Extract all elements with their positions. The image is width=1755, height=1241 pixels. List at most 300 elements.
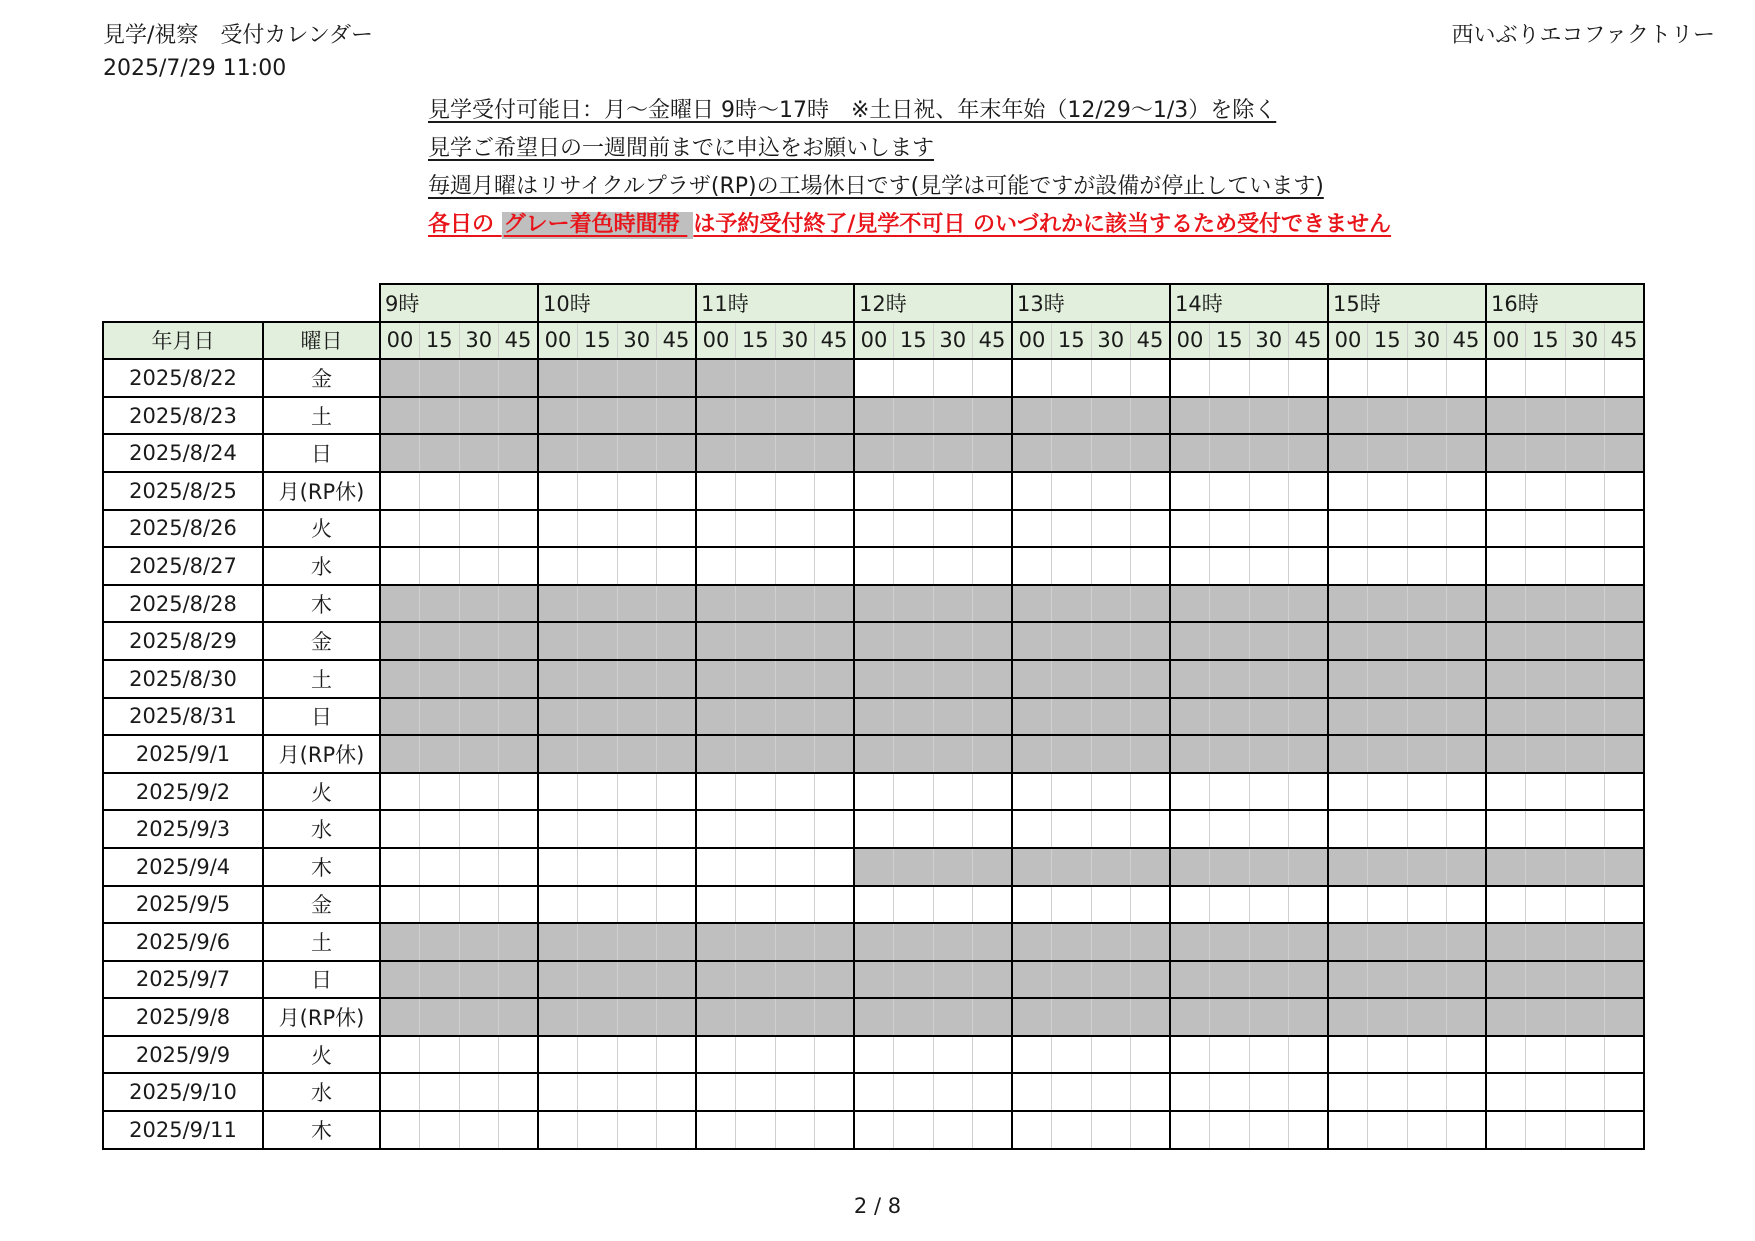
time-slot-available[interactable] bbox=[1052, 472, 1092, 510]
time-slot-unavailable[interactable] bbox=[854, 622, 894, 660]
time-slot-unavailable[interactable] bbox=[499, 434, 539, 472]
time-slot-unavailable[interactable] bbox=[854, 434, 894, 472]
time-slot-available[interactable] bbox=[973, 472, 1013, 510]
time-slot-available[interactable] bbox=[1328, 886, 1368, 924]
time-slot-unavailable[interactable] bbox=[499, 923, 539, 961]
time-slot-available[interactable] bbox=[1368, 1111, 1408, 1149]
time-slot-unavailable[interactable] bbox=[815, 660, 855, 698]
time-slot-available[interactable] bbox=[1249, 773, 1289, 811]
time-slot-unavailable[interactable] bbox=[1210, 434, 1250, 472]
time-slot-unavailable[interactable] bbox=[1091, 923, 1131, 961]
time-slot-available[interactable] bbox=[1328, 1036, 1368, 1074]
time-slot-unavailable[interactable] bbox=[1368, 660, 1408, 698]
time-slot-unavailable[interactable] bbox=[1091, 735, 1131, 773]
time-slot-unavailable[interactable] bbox=[499, 585, 539, 623]
time-slot-unavailable[interactable] bbox=[894, 585, 934, 623]
time-slot-unavailable[interactable] bbox=[1289, 585, 1329, 623]
time-slot-unavailable[interactable] bbox=[1526, 585, 1566, 623]
time-slot-unavailable[interactable] bbox=[1486, 698, 1526, 736]
time-slot-available[interactable] bbox=[1328, 472, 1368, 510]
time-slot-available[interactable] bbox=[578, 547, 618, 585]
time-slot-unavailable[interactable] bbox=[459, 998, 499, 1036]
time-slot-available[interactable] bbox=[420, 773, 460, 811]
time-slot-unavailable[interactable] bbox=[657, 735, 697, 773]
time-slot-unavailable[interactable] bbox=[1526, 622, 1566, 660]
time-slot-available[interactable] bbox=[933, 359, 973, 397]
time-slot-available[interactable] bbox=[1605, 359, 1645, 397]
time-slot-unavailable[interactable] bbox=[1289, 923, 1329, 961]
time-slot-unavailable[interactable] bbox=[815, 735, 855, 773]
time-slot-available[interactable] bbox=[538, 1073, 578, 1111]
time-slot-unavailable[interactable] bbox=[1249, 585, 1289, 623]
time-slot-available[interactable] bbox=[1052, 1073, 1092, 1111]
time-slot-available[interactable] bbox=[1605, 472, 1645, 510]
time-slot-available[interactable] bbox=[1565, 1111, 1605, 1149]
time-slot-available[interactable] bbox=[1249, 547, 1289, 585]
time-slot-available[interactable] bbox=[815, 1111, 855, 1149]
time-slot-available[interactable] bbox=[1526, 472, 1566, 510]
time-slot-available[interactable] bbox=[1012, 1036, 1052, 1074]
time-slot-unavailable[interactable] bbox=[894, 961, 934, 999]
time-slot-unavailable[interactable] bbox=[1368, 735, 1408, 773]
time-slot-available[interactable] bbox=[696, 810, 736, 848]
time-slot-available[interactable] bbox=[1131, 1036, 1171, 1074]
time-slot-available[interactable] bbox=[538, 810, 578, 848]
time-slot-unavailable[interactable] bbox=[578, 998, 618, 1036]
time-slot-unavailable[interactable] bbox=[459, 585, 499, 623]
time-slot-unavailable[interactable] bbox=[1131, 923, 1171, 961]
time-slot-unavailable[interactable] bbox=[1328, 434, 1368, 472]
time-slot-available[interactable] bbox=[1249, 1073, 1289, 1111]
time-slot-unavailable[interactable] bbox=[657, 961, 697, 999]
time-slot-available[interactable] bbox=[1447, 472, 1487, 510]
time-slot-unavailable[interactable] bbox=[420, 434, 460, 472]
time-slot-available[interactable] bbox=[657, 886, 697, 924]
time-slot-unavailable[interactable] bbox=[1447, 923, 1487, 961]
time-slot-unavailable[interactable] bbox=[775, 359, 815, 397]
time-slot-unavailable[interactable] bbox=[1170, 961, 1210, 999]
time-slot-unavailable[interactable] bbox=[1368, 397, 1408, 435]
time-slot-unavailable[interactable] bbox=[538, 585, 578, 623]
time-slot-unavailable[interactable] bbox=[1012, 735, 1052, 773]
time-slot-available[interactable] bbox=[499, 1073, 539, 1111]
time-slot-available[interactable] bbox=[657, 773, 697, 811]
time-slot-unavailable[interactable] bbox=[894, 735, 934, 773]
time-slot-unavailable[interactable] bbox=[1210, 622, 1250, 660]
time-slot-available[interactable] bbox=[1012, 773, 1052, 811]
time-slot-available[interactable] bbox=[1407, 1036, 1447, 1074]
time-slot-unavailable[interactable] bbox=[1052, 397, 1092, 435]
time-slot-available[interactable] bbox=[578, 886, 618, 924]
time-slot-available[interactable] bbox=[933, 472, 973, 510]
time-slot-unavailable[interactable] bbox=[1249, 397, 1289, 435]
time-slot-available[interactable] bbox=[894, 773, 934, 811]
time-slot-unavailable[interactable] bbox=[380, 359, 420, 397]
time-slot-unavailable[interactable] bbox=[1328, 585, 1368, 623]
time-slot-available[interactable] bbox=[1289, 1036, 1329, 1074]
time-slot-unavailable[interactable] bbox=[1131, 660, 1171, 698]
time-slot-available[interactable] bbox=[1091, 472, 1131, 510]
time-slot-available[interactable] bbox=[815, 1073, 855, 1111]
time-slot-available[interactable] bbox=[1565, 510, 1605, 548]
time-slot-available[interactable] bbox=[459, 547, 499, 585]
time-slot-unavailable[interactable] bbox=[1052, 698, 1092, 736]
time-slot-available[interactable] bbox=[420, 510, 460, 548]
time-slot-available[interactable] bbox=[1052, 810, 1092, 848]
time-slot-available[interactable] bbox=[1407, 359, 1447, 397]
time-slot-unavailable[interactable] bbox=[1289, 660, 1329, 698]
time-slot-available[interactable] bbox=[1091, 1111, 1131, 1149]
time-slot-available[interactable] bbox=[499, 510, 539, 548]
time-slot-unavailable[interactable] bbox=[617, 698, 657, 736]
time-slot-available[interactable] bbox=[1170, 359, 1210, 397]
time-slot-unavailable[interactable] bbox=[854, 848, 894, 886]
time-slot-available[interactable] bbox=[420, 1111, 460, 1149]
time-slot-unavailable[interactable] bbox=[1407, 923, 1447, 961]
time-slot-available[interactable] bbox=[815, 848, 855, 886]
time-slot-unavailable[interactable] bbox=[1131, 434, 1171, 472]
time-slot-available[interactable] bbox=[894, 1073, 934, 1111]
time-slot-unavailable[interactable] bbox=[1052, 998, 1092, 1036]
time-slot-unavailable[interactable] bbox=[1210, 998, 1250, 1036]
time-slot-available[interactable] bbox=[696, 510, 736, 548]
time-slot-unavailable[interactable] bbox=[1012, 848, 1052, 886]
time-slot-unavailable[interactable] bbox=[973, 585, 1013, 623]
time-slot-available[interactable] bbox=[775, 886, 815, 924]
time-slot-available[interactable] bbox=[1526, 773, 1566, 811]
time-slot-unavailable[interactable] bbox=[459, 660, 499, 698]
time-slot-available[interactable] bbox=[1289, 810, 1329, 848]
time-slot-unavailable[interactable] bbox=[1605, 998, 1645, 1036]
time-slot-unavailable[interactable] bbox=[775, 622, 815, 660]
time-slot-available[interactable] bbox=[617, 547, 657, 585]
time-slot-unavailable[interactable] bbox=[1605, 660, 1645, 698]
time-slot-available[interactable] bbox=[1605, 1111, 1645, 1149]
time-slot-available[interactable] bbox=[459, 810, 499, 848]
time-slot-available[interactable] bbox=[380, 547, 420, 585]
time-slot-unavailable[interactable] bbox=[736, 359, 776, 397]
time-slot-unavailable[interactable] bbox=[538, 698, 578, 736]
time-slot-unavailable[interactable] bbox=[657, 434, 697, 472]
time-slot-unavailable[interactable] bbox=[1289, 397, 1329, 435]
time-slot-available[interactable] bbox=[1170, 1073, 1210, 1111]
time-slot-unavailable[interactable] bbox=[499, 961, 539, 999]
time-slot-unavailable[interactable] bbox=[1328, 660, 1368, 698]
time-slot-unavailable[interactable] bbox=[420, 585, 460, 623]
time-slot-unavailable[interactable] bbox=[973, 735, 1013, 773]
time-slot-available[interactable] bbox=[1012, 810, 1052, 848]
time-slot-available[interactable] bbox=[1052, 547, 1092, 585]
time-slot-available[interactable] bbox=[1407, 1073, 1447, 1111]
time-slot-available[interactable] bbox=[1486, 1036, 1526, 1074]
time-slot-unavailable[interactable] bbox=[1447, 660, 1487, 698]
time-slot-available[interactable] bbox=[973, 547, 1013, 585]
time-slot-unavailable[interactable] bbox=[1605, 961, 1645, 999]
time-slot-unavailable[interactable] bbox=[1368, 998, 1408, 1036]
time-slot-unavailable[interactable] bbox=[538, 660, 578, 698]
time-slot-available[interactable] bbox=[617, 886, 657, 924]
time-slot-unavailable[interactable] bbox=[1407, 998, 1447, 1036]
time-slot-unavailable[interactable] bbox=[1091, 961, 1131, 999]
time-slot-unavailable[interactable] bbox=[933, 585, 973, 623]
time-slot-unavailable[interactable] bbox=[1170, 923, 1210, 961]
time-slot-available[interactable] bbox=[775, 773, 815, 811]
time-slot-available[interactable] bbox=[696, 1111, 736, 1149]
time-slot-unavailable[interactable] bbox=[1052, 660, 1092, 698]
time-slot-unavailable[interactable] bbox=[420, 961, 460, 999]
time-slot-unavailable[interactable] bbox=[578, 923, 618, 961]
time-slot-available[interactable] bbox=[894, 886, 934, 924]
time-slot-available[interactable] bbox=[1526, 510, 1566, 548]
time-slot-available[interactable] bbox=[1526, 359, 1566, 397]
time-slot-unavailable[interactable] bbox=[894, 848, 934, 886]
time-slot-unavailable[interactable] bbox=[973, 397, 1013, 435]
time-slot-unavailable[interactable] bbox=[1131, 848, 1171, 886]
time-slot-available[interactable] bbox=[1447, 547, 1487, 585]
time-slot-unavailable[interactable] bbox=[1091, 622, 1131, 660]
time-slot-unavailable[interactable] bbox=[1210, 735, 1250, 773]
time-slot-unavailable[interactable] bbox=[1249, 998, 1289, 1036]
time-slot-unavailable[interactable] bbox=[499, 359, 539, 397]
time-slot-unavailable[interactable] bbox=[459, 622, 499, 660]
time-slot-available[interactable] bbox=[420, 848, 460, 886]
time-slot-available[interactable] bbox=[1249, 510, 1289, 548]
time-slot-unavailable[interactable] bbox=[499, 735, 539, 773]
time-slot-unavailable[interactable] bbox=[1407, 434, 1447, 472]
time-slot-available[interactable] bbox=[1565, 1073, 1605, 1111]
time-slot-available[interactable] bbox=[420, 472, 460, 510]
time-slot-unavailable[interactable] bbox=[459, 397, 499, 435]
time-slot-unavailable[interactable] bbox=[1091, 848, 1131, 886]
time-slot-unavailable[interactable] bbox=[973, 961, 1013, 999]
time-slot-unavailable[interactable] bbox=[1210, 698, 1250, 736]
time-slot-unavailable[interactable] bbox=[1447, 998, 1487, 1036]
time-slot-unavailable[interactable] bbox=[1131, 397, 1171, 435]
time-slot-available[interactable] bbox=[657, 547, 697, 585]
time-slot-available[interactable] bbox=[1289, 472, 1329, 510]
time-slot-available[interactable] bbox=[380, 1111, 420, 1149]
time-slot-available[interactable] bbox=[973, 1036, 1013, 1074]
time-slot-unavailable[interactable] bbox=[1447, 397, 1487, 435]
time-slot-unavailable[interactable] bbox=[854, 735, 894, 773]
time-slot-available[interactable] bbox=[538, 472, 578, 510]
time-slot-unavailable[interactable] bbox=[696, 622, 736, 660]
time-slot-unavailable[interactable] bbox=[854, 998, 894, 1036]
time-slot-unavailable[interactable] bbox=[854, 397, 894, 435]
time-slot-unavailable[interactable] bbox=[815, 585, 855, 623]
time-slot-available[interactable] bbox=[854, 472, 894, 510]
time-slot-unavailable[interactable] bbox=[1368, 961, 1408, 999]
time-slot-available[interactable] bbox=[578, 1073, 618, 1111]
time-slot-available[interactable] bbox=[1368, 547, 1408, 585]
time-slot-unavailable[interactable] bbox=[1407, 397, 1447, 435]
time-slot-available[interactable] bbox=[420, 1036, 460, 1074]
time-slot-available[interactable] bbox=[1210, 810, 1250, 848]
time-slot-unavailable[interactable] bbox=[380, 622, 420, 660]
time-slot-unavailable[interactable] bbox=[538, 735, 578, 773]
time-slot-available[interactable] bbox=[1486, 359, 1526, 397]
time-slot-unavailable[interactable] bbox=[1407, 622, 1447, 660]
time-slot-unavailable[interactable] bbox=[696, 735, 736, 773]
time-slot-unavailable[interactable] bbox=[1565, 998, 1605, 1036]
time-slot-unavailable[interactable] bbox=[1526, 848, 1566, 886]
time-slot-unavailable[interactable] bbox=[1605, 923, 1645, 961]
time-slot-available[interactable] bbox=[1091, 359, 1131, 397]
time-slot-available[interactable] bbox=[578, 472, 618, 510]
time-slot-available[interactable] bbox=[1605, 886, 1645, 924]
time-slot-unavailable[interactable] bbox=[1012, 660, 1052, 698]
time-slot-available[interactable] bbox=[1091, 886, 1131, 924]
time-slot-unavailable[interactable] bbox=[459, 961, 499, 999]
time-slot-unavailable[interactable] bbox=[499, 622, 539, 660]
time-slot-unavailable[interactable] bbox=[499, 698, 539, 736]
time-slot-available[interactable] bbox=[696, 773, 736, 811]
time-slot-unavailable[interactable] bbox=[380, 434, 420, 472]
time-slot-unavailable[interactable] bbox=[1052, 923, 1092, 961]
time-slot-available[interactable] bbox=[1289, 1111, 1329, 1149]
time-slot-available[interactable] bbox=[973, 773, 1013, 811]
time-slot-available[interactable] bbox=[459, 848, 499, 886]
time-slot-available[interactable] bbox=[538, 1111, 578, 1149]
time-slot-unavailable[interactable] bbox=[736, 998, 776, 1036]
time-slot-available[interactable] bbox=[775, 472, 815, 510]
time-slot-unavailable[interactable] bbox=[696, 698, 736, 736]
time-slot-unavailable[interactable] bbox=[1605, 397, 1645, 435]
time-slot-available[interactable] bbox=[538, 1036, 578, 1074]
time-slot-unavailable[interactable] bbox=[380, 397, 420, 435]
time-slot-unavailable[interactable] bbox=[973, 698, 1013, 736]
time-slot-unavailable[interactable] bbox=[815, 622, 855, 660]
time-slot-available[interactable] bbox=[736, 547, 776, 585]
time-slot-available[interactable] bbox=[499, 472, 539, 510]
time-slot-available[interactable] bbox=[617, 1073, 657, 1111]
time-slot-unavailable[interactable] bbox=[1565, 735, 1605, 773]
time-slot-unavailable[interactable] bbox=[1091, 397, 1131, 435]
time-slot-available[interactable] bbox=[696, 886, 736, 924]
time-slot-available[interactable] bbox=[1289, 547, 1329, 585]
time-slot-available[interactable] bbox=[380, 886, 420, 924]
time-slot-unavailable[interactable] bbox=[1249, 735, 1289, 773]
time-slot-unavailable[interactable] bbox=[1486, 397, 1526, 435]
time-slot-unavailable[interactable] bbox=[1526, 735, 1566, 773]
time-slot-available[interactable] bbox=[1249, 1036, 1289, 1074]
time-slot-unavailable[interactable] bbox=[1328, 698, 1368, 736]
time-slot-available[interactable] bbox=[1486, 773, 1526, 811]
time-slot-unavailable[interactable] bbox=[1052, 848, 1092, 886]
time-slot-unavailable[interactable] bbox=[696, 585, 736, 623]
time-slot-unavailable[interactable] bbox=[617, 622, 657, 660]
time-slot-unavailable[interactable] bbox=[736, 585, 776, 623]
time-slot-unavailable[interactable] bbox=[1407, 585, 1447, 623]
time-slot-unavailable[interactable] bbox=[933, 961, 973, 999]
time-slot-unavailable[interactable] bbox=[775, 923, 815, 961]
time-slot-available[interactable] bbox=[1368, 1036, 1408, 1074]
time-slot-unavailable[interactable] bbox=[933, 397, 973, 435]
time-slot-unavailable[interactable] bbox=[1328, 848, 1368, 886]
time-slot-unavailable[interactable] bbox=[696, 923, 736, 961]
time-slot-available[interactable] bbox=[459, 1036, 499, 1074]
time-slot-unavailable[interactable] bbox=[578, 585, 618, 623]
time-slot-available[interactable] bbox=[1210, 1073, 1250, 1111]
time-slot-available[interactable] bbox=[1012, 1111, 1052, 1149]
time-slot-unavailable[interactable] bbox=[459, 735, 499, 773]
time-slot-available[interactable] bbox=[657, 1073, 697, 1111]
time-slot-unavailable[interactable] bbox=[1328, 622, 1368, 660]
time-slot-unavailable[interactable] bbox=[617, 923, 657, 961]
time-slot-unavailable[interactable] bbox=[1249, 848, 1289, 886]
time-slot-unavailable[interactable] bbox=[775, 698, 815, 736]
time-slot-available[interactable] bbox=[1289, 886, 1329, 924]
time-slot-available[interactable] bbox=[538, 773, 578, 811]
time-slot-available[interactable] bbox=[1368, 773, 1408, 811]
time-slot-available[interactable] bbox=[1605, 810, 1645, 848]
time-slot-available[interactable] bbox=[973, 886, 1013, 924]
time-slot-available[interactable] bbox=[736, 773, 776, 811]
time-slot-available[interactable] bbox=[578, 773, 618, 811]
time-slot-unavailable[interactable] bbox=[1052, 434, 1092, 472]
time-slot-available[interactable] bbox=[1052, 359, 1092, 397]
time-slot-unavailable[interactable] bbox=[380, 660, 420, 698]
time-slot-unavailable[interactable] bbox=[815, 698, 855, 736]
time-slot-unavailable[interactable] bbox=[775, 998, 815, 1036]
time-slot-unavailable[interactable] bbox=[1605, 848, 1645, 886]
time-slot-available[interactable] bbox=[420, 810, 460, 848]
time-slot-unavailable[interactable] bbox=[657, 698, 697, 736]
time-slot-available[interactable] bbox=[696, 547, 736, 585]
time-slot-available[interactable] bbox=[1526, 810, 1566, 848]
time-slot-available[interactable] bbox=[1131, 1111, 1171, 1149]
time-slot-available[interactable] bbox=[657, 1036, 697, 1074]
time-slot-unavailable[interactable] bbox=[459, 923, 499, 961]
time-slot-available[interactable] bbox=[1289, 1073, 1329, 1111]
time-slot-available[interactable] bbox=[933, 510, 973, 548]
time-slot-unavailable[interactable] bbox=[657, 660, 697, 698]
time-slot-unavailable[interactable] bbox=[420, 923, 460, 961]
time-slot-unavailable[interactable] bbox=[736, 434, 776, 472]
time-slot-unavailable[interactable] bbox=[1565, 622, 1605, 660]
time-slot-available[interactable] bbox=[933, 547, 973, 585]
time-slot-available[interactable] bbox=[459, 472, 499, 510]
time-slot-unavailable[interactable] bbox=[933, 698, 973, 736]
time-slot-unavailable[interactable] bbox=[973, 923, 1013, 961]
time-slot-available[interactable] bbox=[736, 1073, 776, 1111]
time-slot-unavailable[interactable] bbox=[736, 698, 776, 736]
time-slot-unavailable[interactable] bbox=[815, 397, 855, 435]
time-slot-available[interactable] bbox=[736, 510, 776, 548]
time-slot-available[interactable] bbox=[1249, 359, 1289, 397]
time-slot-available[interactable] bbox=[1131, 1073, 1171, 1111]
time-slot-unavailable[interactable] bbox=[1526, 660, 1566, 698]
time-slot-available[interactable] bbox=[1289, 773, 1329, 811]
time-slot-available[interactable] bbox=[1210, 510, 1250, 548]
time-slot-available[interactable] bbox=[775, 510, 815, 548]
time-slot-unavailable[interactable] bbox=[617, 585, 657, 623]
time-slot-unavailable[interactable] bbox=[1131, 622, 1171, 660]
time-slot-available[interactable] bbox=[933, 810, 973, 848]
time-slot-available[interactable] bbox=[933, 1111, 973, 1149]
time-slot-unavailable[interactable] bbox=[1328, 923, 1368, 961]
time-slot-unavailable[interactable] bbox=[420, 998, 460, 1036]
time-slot-available[interactable] bbox=[420, 1073, 460, 1111]
time-slot-available[interactable] bbox=[380, 1073, 420, 1111]
time-slot-unavailable[interactable] bbox=[499, 998, 539, 1036]
time-slot-available[interactable] bbox=[657, 472, 697, 510]
time-slot-unavailable[interactable] bbox=[1091, 998, 1131, 1036]
time-slot-unavailable[interactable] bbox=[1289, 998, 1329, 1036]
time-slot-unavailable[interactable] bbox=[736, 923, 776, 961]
time-slot-unavailable[interactable] bbox=[775, 585, 815, 623]
time-slot-unavailable[interactable] bbox=[1328, 998, 1368, 1036]
